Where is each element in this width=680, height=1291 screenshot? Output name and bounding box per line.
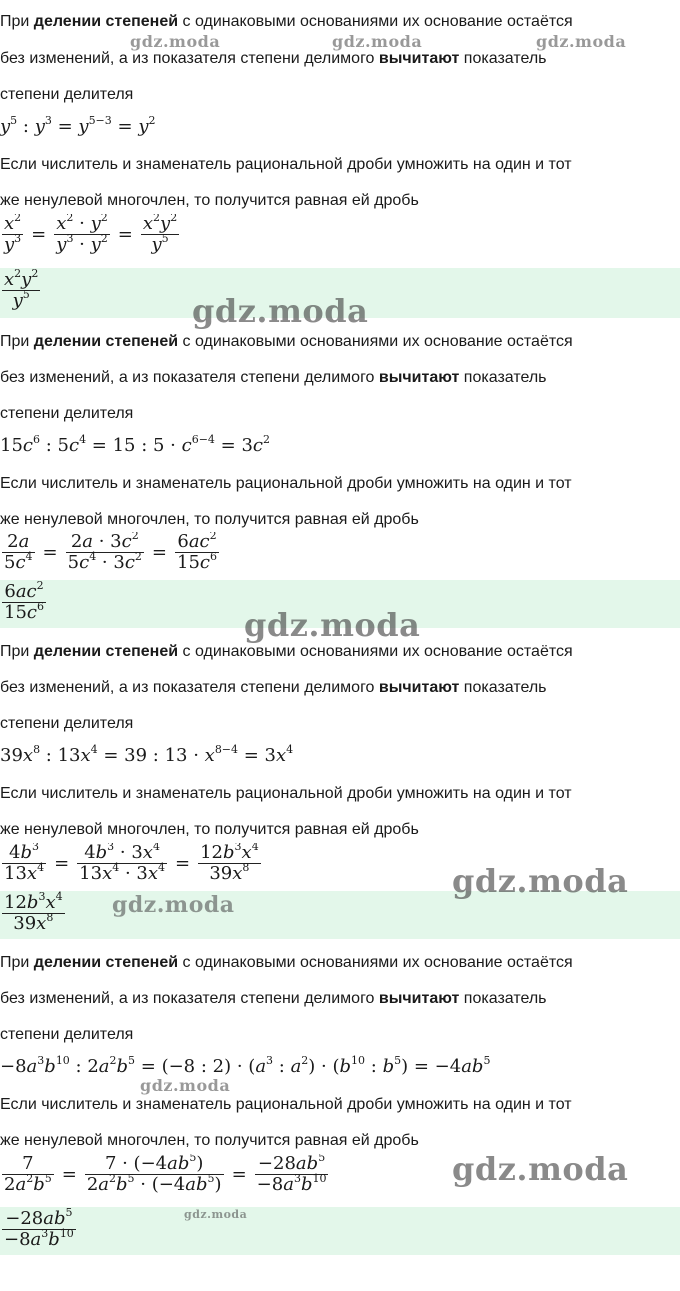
rule-text: степени делителя <box>0 405 134 422</box>
answer-band: $\frac{6ac^2}{15c^6}$ <box>0 580 680 628</box>
watermark: gdz.moda <box>130 32 221 51</box>
watermark: gdz.moda <box>244 606 421 644</box>
fraction-rule-text: Если числитель и знаменатель рациональной дроби умножить на один и тот <box>0 1096 572 1113</box>
watermark: gdz.moda <box>332 32 423 51</box>
power-division-formula: $-8a^3b^{10}$ : $2a^2b^5 = (-8$ : $2) \cdot (a^3$ : $a^2) \cdot (b^{10}$ : $b^5) = -4ab^5$ <box>0 1054 491 1077</box>
rule-text: При делении степеней с одинаковыми основаниями их основание остаётся <box>0 643 573 660</box>
answer-band: $\frac{x^2y^2}{y^5}$ <box>0 268 680 318</box>
fraction-transformation: $\frac{7}{2a^2b^5}$ = $\frac{7 \cdot (-4ab^5)}{2a^2b^5 \cdot (-4ab^5)}$ = $\frac{-28ab^5}{-8a^3b^{10}}$ <box>4 1154 327 1195</box>
power-division-formula: $y^5$ : $y^3 = y^{5-3} = y^2$ <box>0 114 156 137</box>
rule-text: степени делителя <box>0 1026 134 1043</box>
fraction-transformation: $\frac{4b^3}{13x^4}$ = $\frac{4b^3 \cdot 3x^4}{13x^4 \cdot 3x^4}$ = $\frac{12b^3x^4}{39x^8}$ <box>4 843 259 884</box>
fraction-rule-text: же ненулевой многочлен, то получится равная ей дробь <box>0 192 419 209</box>
fraction-rule-text: же ненулевой многочлен, то получится равная ей дробь <box>0 821 419 838</box>
fraction-rule-text: Если числитель и знаменатель рациональной дроби умножить на один и тот <box>0 785 572 802</box>
fraction-rule-text: же ненулевой многочлен, то получится равная ей дробь <box>0 1132 419 1149</box>
watermark: gdz.moda <box>112 892 235 918</box>
watermark: gdz.moda <box>452 862 629 900</box>
watermark: gdz.moda <box>536 32 627 51</box>
rule-text: степени делителя <box>0 715 134 732</box>
answer-band: $\frac{12b^3x^4}{39x^8}$ <box>0 891 680 939</box>
watermark: gdz.moda <box>140 1076 231 1095</box>
power-division-formula: $39x^8$ : $13x^4 = 39$ : $13 \cdot x^{8-4} = 3x^4$ <box>0 743 294 766</box>
fraction-rule-text: Если числитель и знаменатель рациональной дроби умножить на один и тот <box>0 475 572 492</box>
fraction-transformation: $\frac{x^2}{y^3}$ = $\frac{x^2 \cdot y^2}{y^3 \cdot y^2}$ = $\frac{x^2y^2}{y^5}$ <box>4 214 178 255</box>
power-division-formula: $15c^6$ : $5c^4 = 15$ : $5 \cdot c^{6-4} = 3c^2$ <box>0 433 271 456</box>
watermark: gdz.moda <box>452 1150 629 1188</box>
rule-text: без изменений, а из показателя степени делимого вычитают показатель <box>0 990 547 1007</box>
rule-text: без изменений, а из показателя степени делимого вычитают показатель <box>0 679 547 696</box>
answer-band: $\frac{-28ab^5}{-8a^3b^{10}}$ <box>0 1207 680 1255</box>
fraction-rule-text: Если числитель и знаменатель рациональной дроби умножить на один и тот <box>0 156 572 173</box>
watermark: gdz.moda <box>192 292 369 330</box>
rule-text: При делении степеней с одинаковыми основаниями их основание остаётся <box>0 13 573 30</box>
rule-text: степени делителя <box>0 86 134 103</box>
watermark: gdz.moda <box>184 1208 248 1221</box>
rule-text: При делении степеней с одинаковыми основаниями их основание остаётся <box>0 954 573 971</box>
rule-text: без изменений, а из показателя степени делимого вычитают показатель <box>0 50 547 67</box>
rule-text: без изменений, а из показателя степени делимого вычитают показатель <box>0 369 547 386</box>
fraction-transformation: $\frac{2a}{5c^4}$ = $\frac{2a \cdot 3c^2}{5c^4 \cdot 3c^2}$ = $\frac{6ac^2}{15c^6}$ <box>4 532 217 573</box>
rule-text: При делении степеней с одинаковыми основаниями их основание остаётся <box>0 333 573 350</box>
fraction-rule-text: же ненулевой многочлен, то получится равная ей дробь <box>0 511 419 528</box>
